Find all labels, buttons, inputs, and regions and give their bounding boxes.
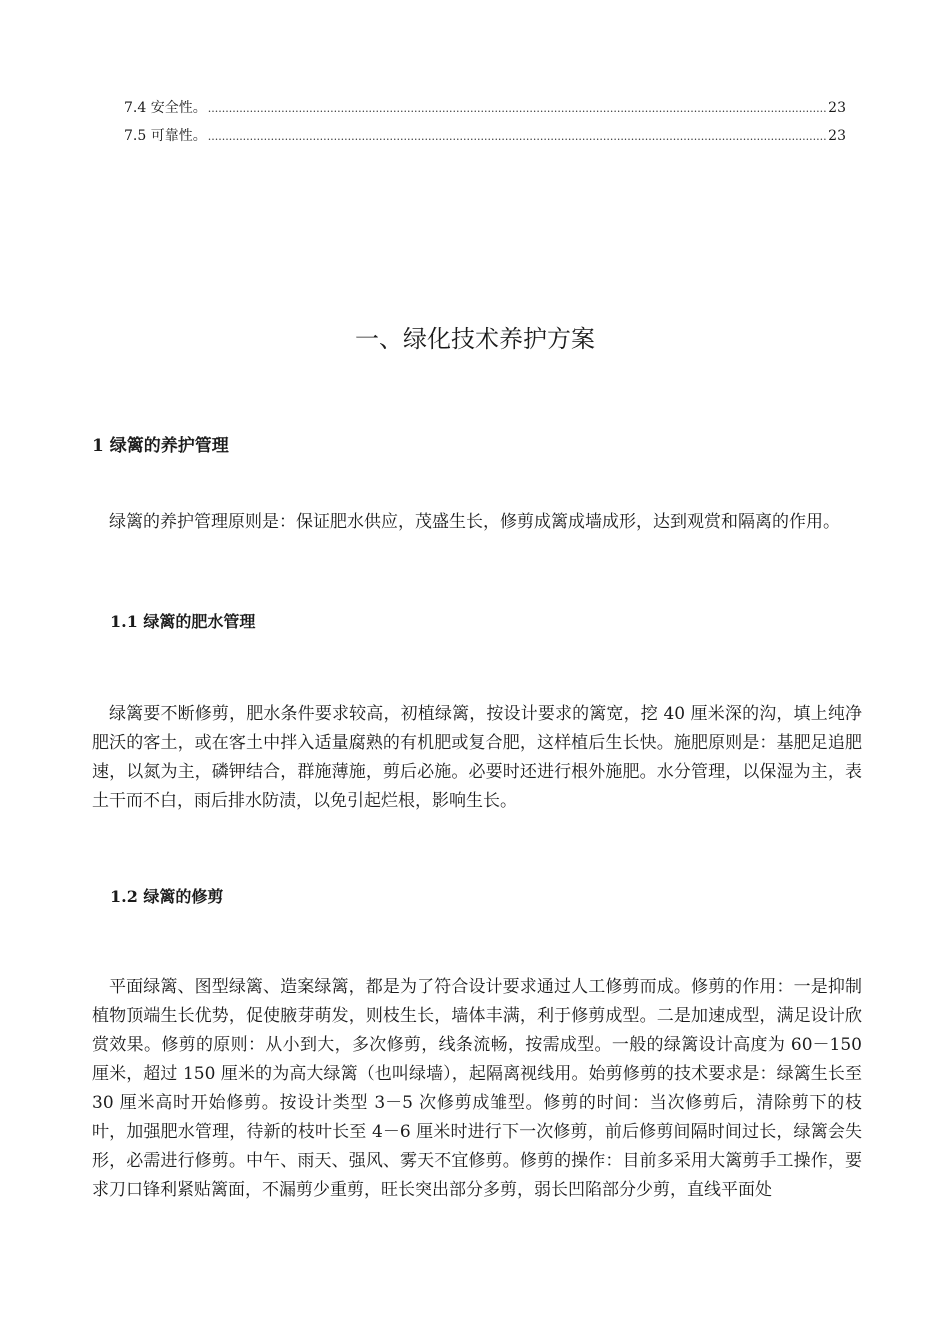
table-of-contents (124, 94, 846, 150)
section-1-2-paragraph: 平面绿篱、图型绿篱、造案绿篱，都是为了符合设计要求通过人工修剪而成。修剪的作用：一是抑制植物顶端生长优势，促使腋芽萌发，则枝生长，墙体丰满，利于修剪成型。二是加速成型，满足设计欣赏效果。修剪的原则：从小到大，多次修剪，线条流畅，按需成型。一般的绿篱设计高度为 60－150 厘米，超过 150 厘米的为高大绿篱（也叫绿墙），起隔离视线用。始剪修剪的技术要求是：绿篱生长至 30 厘米高时开始修剪。按设计类型 3－5 次修剪成雏型。修剪的时间：当次修剪后，清除剪下的枝叶，加强肥水管理，待新的枝叶长至 4－6 厘米时进行下一次修剪，前后修剪间隔时间过长，绿篱会失形，必需进行修剪。中午、雨天、强风、雾天不宜修剪。修剪的操作：目前多采用大篱剪手工操作，要求刀口锋利紧贴篱面，不漏剪少重剪，旺长突出部分多剪，弱长凹陷部分少剪，直线平面处 (92, 977, 862, 1200)
section-1-1-paragraph: 绿篱要不断修剪，肥水条件要求较高，初植绿篱，按设计要求的篱宽，挖 40 厘米深的沟，填上纯净肥沃的客土，或在客土中拌入适量腐熟的有机肥或复合肥，这样植后生长快。施肥原则是：基肥足追肥速，以氮为主，磷钾结合，群施薄施，剪后必施。必要时还进行根外施肥。水分管理，以保湿为主，表土干而不白，雨后排水防渍，以免引起烂根，影响生长。 (92, 704, 862, 811)
section-heading-1: 1 绿篱的养护管理 (92, 436, 229, 456)
toc-leader-dots (208, 122, 827, 151)
document-title: 一、绿化技术养护方案 (355, 325, 595, 353)
toc-leader-dots (208, 94, 827, 123)
section-1-paragraph: 绿篱的养护管理原则是：保证肥水供应，茂盛生长，修剪成篱成墙成形，达到观赏和隔离的作用。 (109, 512, 840, 532)
toc-entry-label: 7.5 可靠性。 (124, 128, 207, 144)
section-heading-1-1: 1.1 绿篱的肥水管理 (110, 612, 256, 631)
toc-entry[interactable] (124, 122, 846, 150)
toc-entry-page: 23 (828, 128, 846, 144)
section-heading-1-2: 1.2 绿篱的修剪 (110, 887, 224, 906)
toc-entry[interactable] (124, 94, 846, 122)
toc-entry-page: 23 (828, 100, 846, 116)
toc-entry-label: 7.4 安全性。 (124, 100, 207, 116)
